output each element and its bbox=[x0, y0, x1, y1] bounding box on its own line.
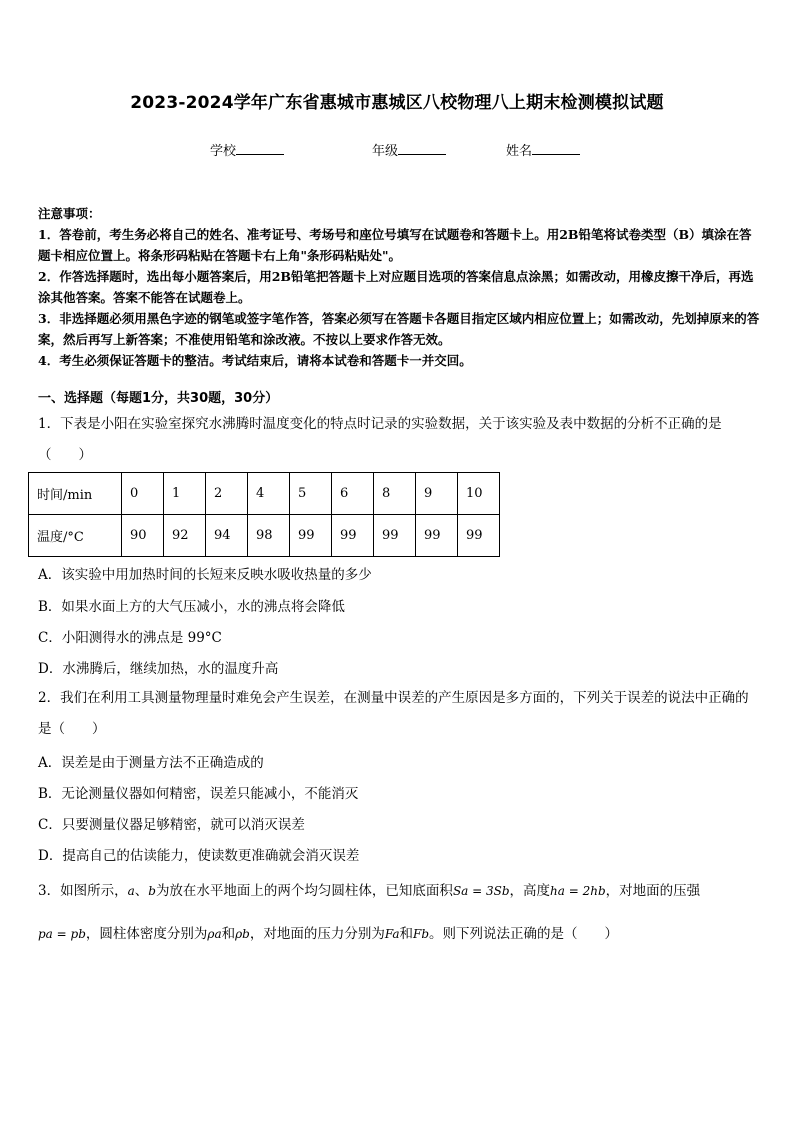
q3-text: 和 bbox=[221, 926, 236, 942]
q3-math: Fa bbox=[384, 927, 400, 941]
table-cell: 99 bbox=[290, 515, 332, 557]
page-title: 2023-2024学年广东省惠城市惠城区八校物理八上期末检测模拟试题 bbox=[130, 93, 664, 113]
q2-option-d[interactable]: D．提高自己的估读能力，使读数更准确就会消灭误差 bbox=[38, 848, 360, 864]
notes-heading: 注意事项： bbox=[38, 206, 101, 221]
table-cell: 1 bbox=[164, 473, 206, 515]
grade-blank[interactable] bbox=[398, 142, 446, 155]
table-row bbox=[29, 515, 500, 557]
table-cell: 5 bbox=[290, 473, 332, 515]
q1-option-b[interactable]: B．如果水面上方的大气压减小，水的沸点将会降低 bbox=[38, 599, 345, 615]
q3-text: ，对地面的压力分别为 bbox=[249, 926, 385, 942]
q3-text: ，高度 bbox=[509, 883, 551, 899]
table-cell: 0 bbox=[122, 473, 164, 515]
school-field[interactable] bbox=[210, 140, 284, 159]
table-cell: 99 bbox=[374, 515, 416, 557]
question-3-line-1 bbox=[38, 879, 700, 899]
table-cell: 8 bbox=[374, 473, 416, 515]
table-row bbox=[29, 473, 500, 515]
table-cell: 2 bbox=[206, 473, 248, 515]
table-cell: 6 bbox=[332, 473, 374, 515]
exam-notes bbox=[38, 203, 760, 371]
table-cell: 10 bbox=[458, 473, 500, 515]
q3-text: ，对地面的压强 bbox=[605, 883, 701, 899]
table-cell: 时间/min bbox=[29, 473, 122, 515]
q3-text: 、 bbox=[134, 883, 149, 899]
section-heading: 一、选择题（每题1分，共30题，30分） bbox=[38, 391, 279, 406]
q3-math: ρb bbox=[235, 927, 250, 941]
q1-option-a[interactable]: A．该实验中用加热时间的长短来反映水吸收热量的多少 bbox=[38, 567, 372, 583]
school-blank[interactable] bbox=[236, 142, 284, 155]
name-label: 姓名 bbox=[506, 144, 533, 159]
table-cell: 99 bbox=[416, 515, 458, 557]
note-item: 3．非选择题必须用黑色字迹的钢笔或签字笔作答，答案必须写在答题卡各题目指定区域内相应位置上；如需改动，先划掉原来的答案，然后再写上新答案；不准使用铅笔和涂改液。不按以上要求作答无效。 bbox=[38, 311, 760, 347]
q2-option-a[interactable]: A．误差是由于测量方法不正确造成的 bbox=[38, 755, 264, 771]
table-cell: 温度/°C bbox=[29, 515, 122, 557]
q3-math: Fb bbox=[413, 927, 430, 941]
grade-field[interactable] bbox=[372, 140, 446, 159]
name-field[interactable] bbox=[506, 140, 580, 159]
question-1-stem: 1．下表是小阳在实验室探究水沸腾时温度变化的特点时记录的实验数据，关于该实验及表中数据的分析不正确的是（ ） bbox=[38, 416, 722, 463]
table-cell: 94 bbox=[206, 515, 248, 557]
q2-option-c[interactable]: C．只要测量仪器足够精密，就可以消灭误差 bbox=[38, 817, 305, 833]
table-cell: 92 bbox=[164, 515, 206, 557]
q1-option-c[interactable]: C．小阳测得水的沸点是 99°C bbox=[38, 630, 222, 646]
question-2-stem: 2．我们在利用工具测量物理量时难免会产生误差，在测量中误差的产生原因是多方面的，下列关于误差的说法中正确的是（ ） bbox=[38, 690, 749, 737]
table-cell: 4 bbox=[248, 473, 290, 515]
note-item: 4．考生必须保证答题卡的整洁。考试结束后，请将本试卷和答题卡一并交回。 bbox=[38, 353, 472, 368]
question-3-line-2 bbox=[38, 922, 618, 942]
q3-text: 3．如图所示， bbox=[38, 883, 128, 899]
table-cell: 98 bbox=[248, 515, 290, 557]
q3-text: ，圆柱体密度分别为 bbox=[85, 926, 208, 942]
q3-math: ha = 2hb bbox=[550, 884, 606, 898]
q3-math: Sa = 3Sb bbox=[452, 884, 510, 898]
name-blank[interactable] bbox=[532, 142, 580, 155]
q1-option-d[interactable]: D．水沸腾后，继续加热，水的温度升高 bbox=[38, 661, 279, 677]
table-cell: 99 bbox=[332, 515, 374, 557]
q3-math: b bbox=[148, 884, 156, 898]
q3-math: a bbox=[127, 884, 135, 898]
q3-math: ρa bbox=[207, 927, 222, 941]
boiling-data-table bbox=[28, 472, 500, 557]
school-label: 学校 bbox=[210, 144, 237, 159]
note-item: 2．作答选择题时，选出每小题答案后，用2B铅笔把答题卡上对应题目选项的答案信息点涂黑；如需改动，用橡皮擦干净后，再选涂其他答案。答案不能答在试题卷上。 bbox=[38, 269, 754, 305]
q2-option-b[interactable]: B．无论测量仪器如何精密，误差只能减小，不能消灭 bbox=[38, 786, 359, 802]
table-cell: 90 bbox=[122, 515, 164, 557]
table-cell: 99 bbox=[458, 515, 500, 557]
q3-text: 为放在水平地面上的两个均匀圆柱体，已知底面积 bbox=[155, 883, 453, 899]
q3-text: 和 bbox=[399, 926, 414, 942]
note-item: 1．答卷前，考生务必将自己的姓名、准考证号、考场号和座位号填写在试题卷和答题卡上。用2B铅笔将试卷类型（B）填涂在答题卡相应位置上。将条形码粘贴在答题卡右上角"条形码粘贴处"。 bbox=[38, 227, 752, 263]
table-cell: 9 bbox=[416, 473, 458, 515]
grade-label: 年级 bbox=[372, 144, 399, 159]
q3-math: pa = pb bbox=[38, 927, 86, 941]
q3-text: 。则下列说法正确的是（ ） bbox=[429, 926, 619, 942]
